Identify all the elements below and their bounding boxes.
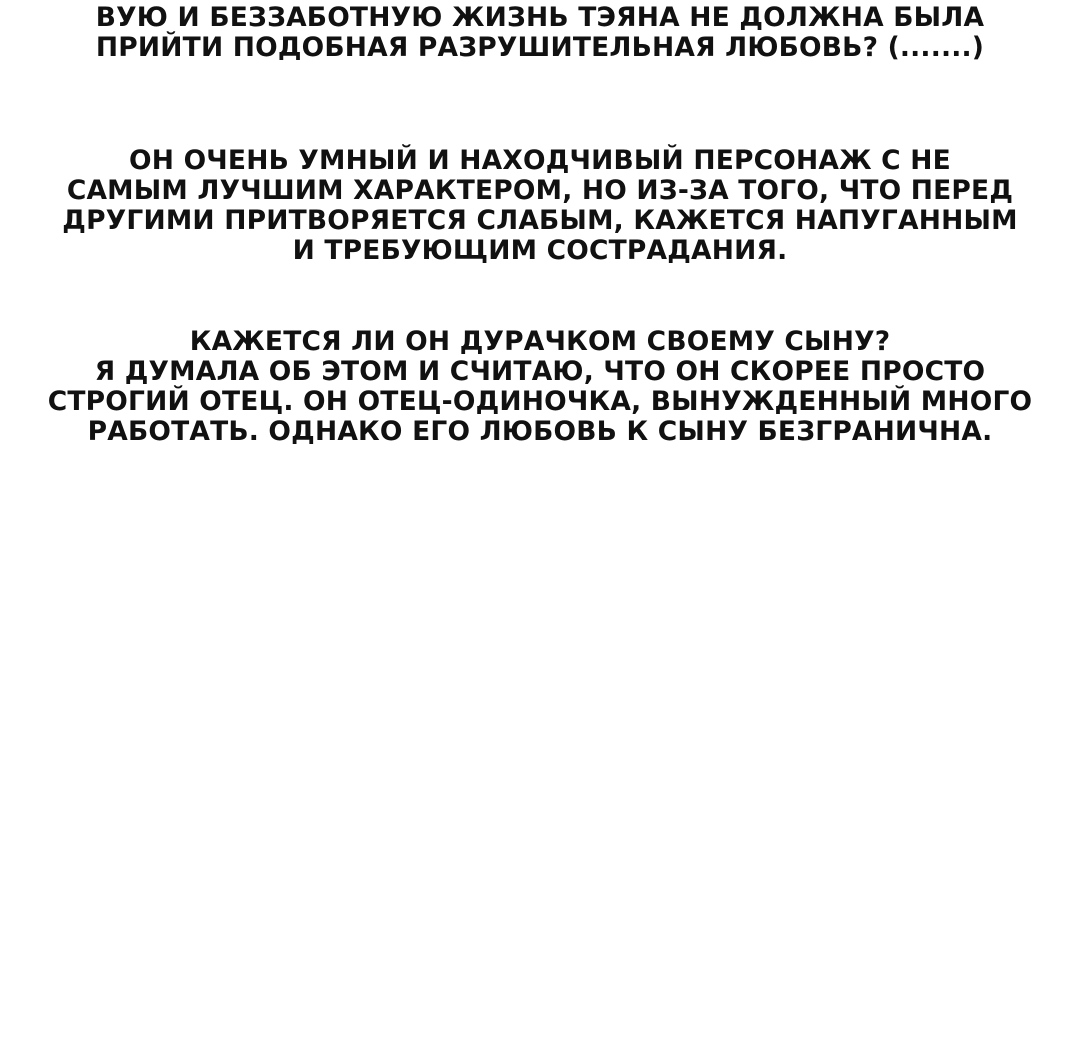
text-line: САМЫМ ЛУЧШИМ ХАРАКТЕРОМ, НО ИЗ-ЗА ТОГО, ЧТО ПЕРЕД [66,175,1014,206]
text-line: ВУЮ И БЕЗЗАБОТНУЮ ЖИЗНЬ ТЭЯНА НЕ ДОЛЖНА БЫЛА [95,2,985,33]
paragraph-father [0,327,1080,447]
text-line: ПРИЙТИ ПОДОБНАЯ РАЗРУШИТЕЛЬНАЯ ЛЮБОВЬ? (.......) [95,32,985,63]
text-line: ОН ОЧЕНЬ УМНЫЙ И НАХОДЧИВЫЙ ПЕРСОНАЖ С НЕ [129,145,951,176]
text-line: РАБОТАТЬ. ОДНАКО ЕГО ЛЮБОВЬ К СЫНУ БЕЗГРАНИЧНА. [87,416,993,447]
text-line: КАЖЕТСЯ ЛИ ОН ДУРАЧКОМ СВОЕМУ СЫНУ? [189,326,891,357]
text-line: Я ДУМАЛА ОБ ЭТОМ И СЧИТАЮ, ЧТО ОН СКОРЕЕ ПРОСТО [94,356,986,387]
paragraph-intro [0,3,1080,63]
text-line: ДРУГИМИ ПРИТВОРЯЕТСЯ СЛАБЫМ, КАЖЕТСЯ НАПУГАННЫМ [62,205,1018,236]
paragraph-character [0,146,1080,266]
text-line: СТРОГИЙ ОТЕЦ. ОН ОТЕЦ-ОДИНОЧКА, ВЫНУЖДЕННЫЙ МНОГО [47,386,1033,417]
text-line: И ТРЕБУЮЩИМ СОСТРАДАНИЯ. [292,235,788,266]
